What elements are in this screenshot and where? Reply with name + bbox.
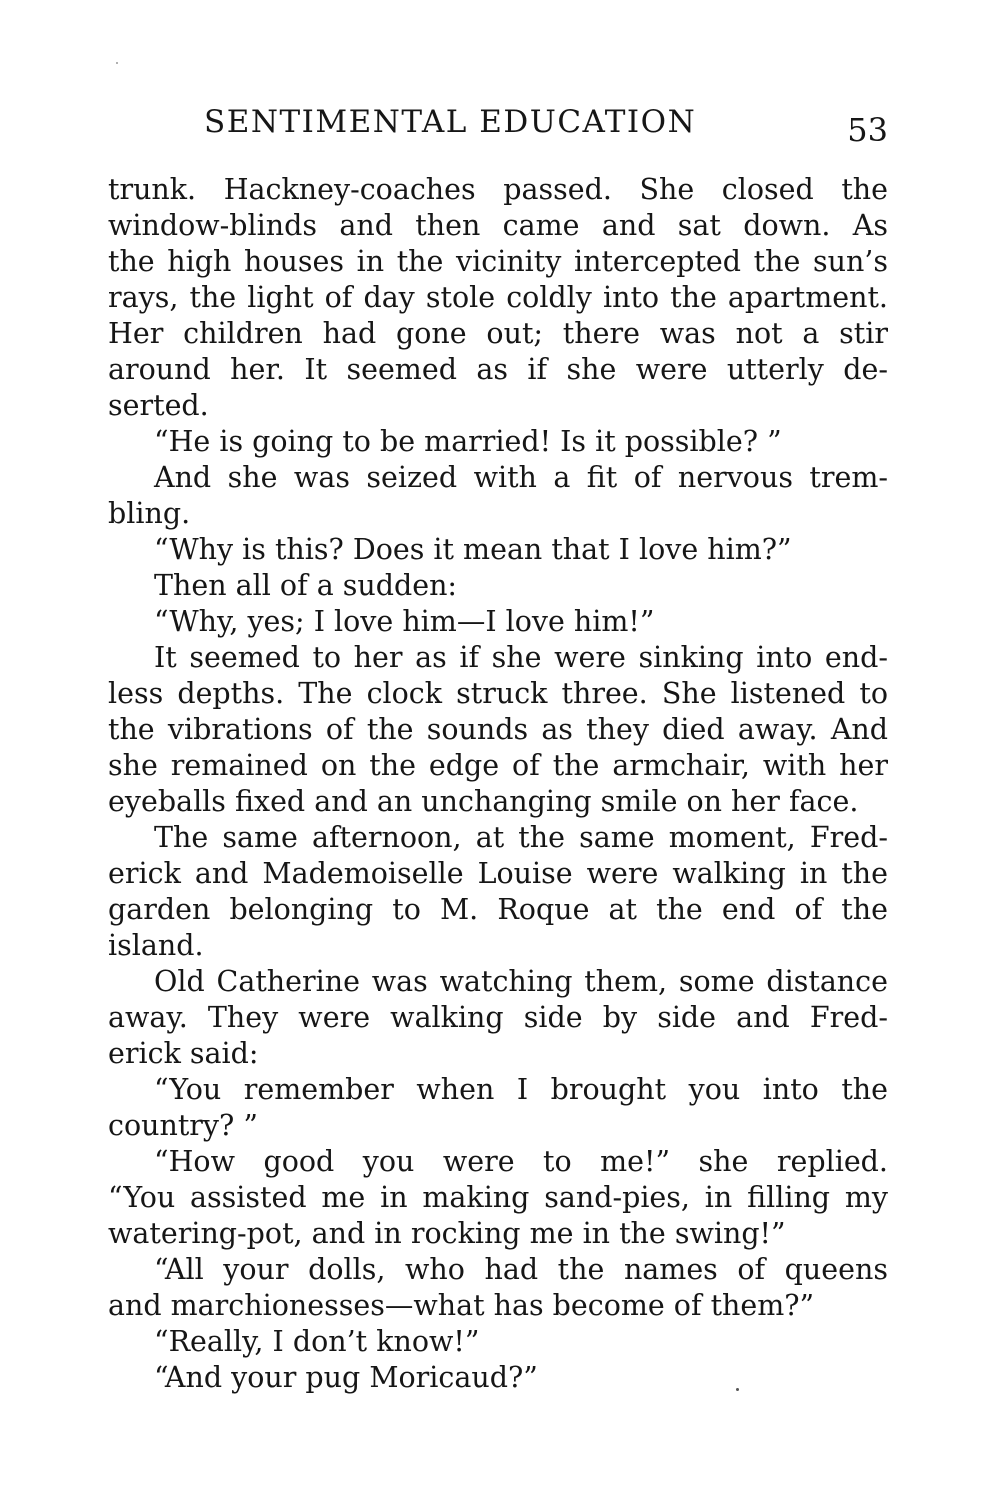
body-text bbox=[108, 172, 888, 1396]
text-line: “And your pug Moricaud?” bbox=[154, 1361, 538, 1394]
text-line: erick said: bbox=[108, 1037, 259, 1070]
text-line: Then all of a sudden: bbox=[154, 569, 458, 602]
text-line: Her children had gone out; there was not a stir bbox=[108, 317, 888, 350]
text-line: away. They were walking side by side and Fred- bbox=[108, 1001, 888, 1034]
text-line: the vibrations of the sounds as they died away. And bbox=[108, 713, 888, 746]
text-line: watering-pot, and in rocking me in the swing!” bbox=[108, 1217, 786, 1250]
page-number: 53 bbox=[847, 111, 888, 149]
text-line: the high houses in the vicinity intercepted the sun’s bbox=[108, 245, 888, 278]
text-line: “He is going to be married! Is it possible? ” bbox=[154, 425, 782, 458]
text-line: It seemed to her as if she were sinking into end- bbox=[154, 641, 888, 674]
text-line: she remained on the edge of the armchair, with her bbox=[108, 749, 888, 782]
text-line: “You assisted me in making sand-pies, in filling my bbox=[108, 1181, 888, 1214]
text-line: “All your dolls, who had the names of queens bbox=[154, 1253, 888, 1286]
text-line: erick and Mademoiselle Louise were walking in the bbox=[108, 857, 888, 890]
text-line: eyeballs fixed and an unchanging smile on her face. bbox=[108, 785, 859, 818]
text-line: “Why is this? Does it mean that I love him?” bbox=[154, 533, 792, 566]
text-line: “Really, I don’t know!” bbox=[154, 1325, 480, 1358]
text-line: serted. bbox=[108, 389, 209, 422]
text-line: bling. bbox=[108, 497, 191, 530]
text-line: And she was seized with a fit of nervous trem- bbox=[154, 461, 888, 494]
text-line: The same afternoon, at the same moment, Fred- bbox=[154, 821, 888, 854]
text-line: country? ” bbox=[108, 1109, 258, 1142]
text-line: “Why, yes; I love him—I love him!” bbox=[154, 605, 655, 638]
text-line: window-blinds and then came and sat down. As bbox=[108, 209, 888, 242]
text-line: less depths. The clock struck three. She listened to bbox=[108, 677, 888, 710]
text-line: “You remember when I brought you into the bbox=[154, 1073, 888, 1106]
page-speck bbox=[116, 62, 118, 64]
text-line: rays, the light of day stole coldly into the apartment. bbox=[108, 281, 888, 314]
running-title: SENTIMENTAL EDUCATION bbox=[204, 104, 697, 140]
text-line: Old Catherine was watching them, some distance bbox=[154, 965, 888, 998]
page-header bbox=[108, 98, 888, 149]
text-line: “How good you were to me!” she replied. bbox=[154, 1145, 888, 1178]
page-speck bbox=[736, 1388, 739, 1391]
text-line: trunk. Hackney-coaches passed. She closed the bbox=[108, 173, 888, 206]
text-line: and marchionesses—what has become of them?” bbox=[108, 1289, 815, 1322]
text-line: garden belonging to M. Roque at the end of the bbox=[108, 893, 888, 926]
text-line: island. bbox=[108, 929, 204, 962]
text-line: around her. It seemed as if she were utterly de- bbox=[108, 353, 888, 386]
